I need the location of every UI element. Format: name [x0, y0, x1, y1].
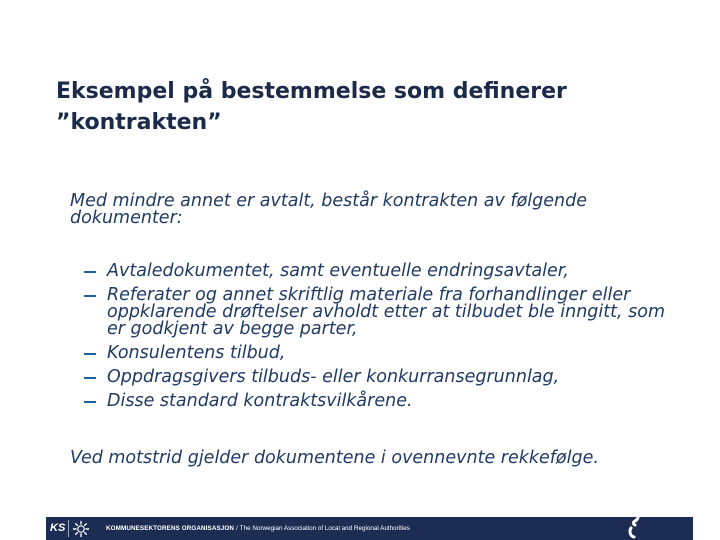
- footer-separator: /: [236, 525, 238, 532]
- list-item-text: Oppdragsgivers tilbuds- eller konkurransegrunnlag,: [107, 367, 560, 387]
- conclusion-text: Ved motstrid gjelder dokumentene i ovennevnte rekkefølge.: [70, 448, 599, 468]
- english-name: The Norwegian Association of Local and Regional Authorities: [239, 525, 410, 532]
- list-item-text: Referater og annet skriftlig materiale fra forhandlinger eller oppklarende drøftelser avholdt etter at tilbudet ble inngitt, som er godkjent av begge parter,: [107, 285, 665, 339]
- list-item: [84, 369, 684, 386]
- list-item-text: Avtaledokumentet, samt eventuelle endringsavtaler,: [107, 261, 569, 281]
- bullet-list: [84, 263, 684, 417]
- dash-bullet-icon: [84, 377, 96, 379]
- ks-sun-icon: [72, 520, 90, 538]
- intro-text: Med mindre annet er avtalt, består kontrakten av følgende dokumenter:: [70, 191, 587, 228]
- swoosh-icon: [627, 511, 643, 539]
- dash-bullet-icon: [84, 271, 96, 273]
- list-item-text: Disse standard kontraktsvilkårene.: [107, 391, 413, 411]
- dash-bullet-icon: [84, 353, 96, 355]
- list-item: [84, 393, 684, 410]
- ks-logo: KS: [50, 522, 66, 534]
- list-item: [84, 287, 684, 338]
- list-item-text: Konsulentens tilbud,: [107, 343, 286, 363]
- logo-divider: [68, 520, 69, 537]
- footer-bar: [46, 517, 693, 540]
- list-item: [84, 345, 684, 362]
- slide-title: Eksempel på bestemmelse som definerer ”kontrakten”: [56, 79, 567, 135]
- organization-name: KOMMUNESEKTORENS ORGANISASJON: [106, 525, 235, 532]
- dash-bullet-icon: [84, 401, 96, 403]
- footer-caption: [106, 517, 410, 540]
- slide-body: [70, 191, 680, 468]
- dash-bullet-icon: [84, 295, 96, 297]
- list-item: [84, 263, 684, 280]
